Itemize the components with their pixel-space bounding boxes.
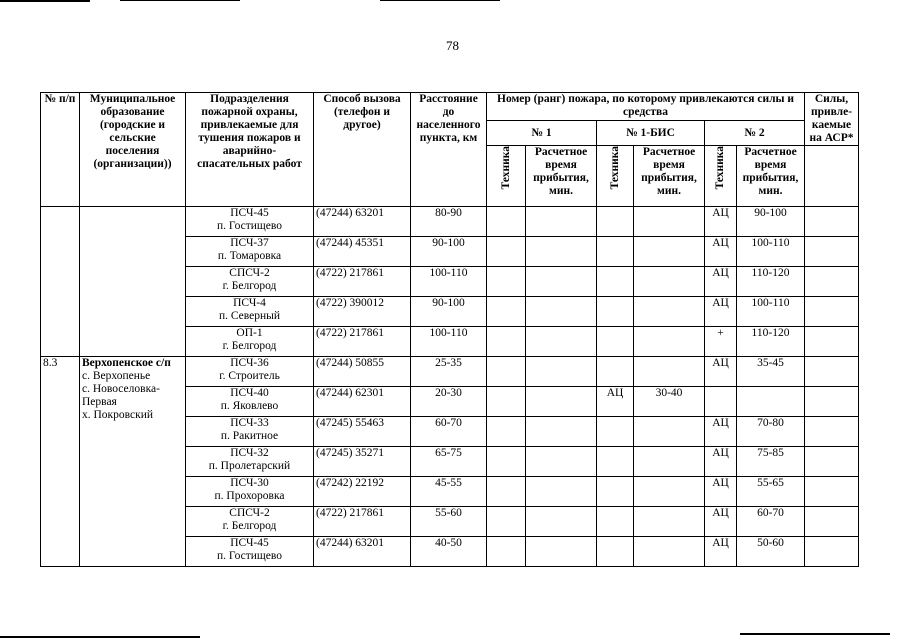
time-1-cell [526,417,597,447]
tech-1-cell [487,417,526,447]
time-1-cell [526,447,597,477]
header-rank-2: № 2 [705,121,805,146]
phone-cell: (47245) 35271 [314,447,411,477]
unit-cell [186,477,314,507]
unit-place: п. Гостищево [217,550,282,562]
asr-cell [805,297,859,327]
time-1-cell [526,207,597,237]
scan-line [380,0,500,1]
tech-2-cell [705,387,737,417]
time-1-cell [526,267,597,297]
time-2-cell: 90-100 [737,207,805,237]
distance-cell: 65-75 [411,447,487,477]
time-1bis-cell [634,447,705,477]
asr-cell [805,327,859,357]
unit-cell [186,507,314,537]
unit-cell [186,207,314,237]
time-2-cell [737,387,805,417]
distance-cell: 100-110 [411,327,487,357]
asr-cell [805,267,859,297]
distance-cell: 40-50 [411,537,487,567]
tech-1-cell [487,237,526,267]
time-2-cell: 50-60 [737,537,805,567]
header-tech-1 [487,146,526,207]
unit-name: ПСЧ-40 [230,387,269,399]
tech-2-cell: АЦ [705,417,737,447]
tech-1bis-cell [597,267,634,297]
tech-1bis-cell [597,237,634,267]
time-1bis-cell [634,297,705,327]
phone-cell: (4722) 390012 [314,297,411,327]
unit-name: ПСЧ-37 [230,237,269,249]
unit-name: ПСЧ-4 [233,297,266,309]
tech-1-cell [487,207,526,237]
unit-name: ПСЧ-45 [230,207,269,219]
tech-2-cell: АЦ [705,477,737,507]
distance-cell: 100-110 [411,267,487,297]
unit-place: п. Ракитное [220,430,279,442]
header-tech-label: Техника [608,146,621,190]
tech-1bis-cell [597,327,634,357]
time-1bis-cell [634,417,705,447]
time-1bis-cell: 30-40 [634,387,705,417]
tech-2-cell: АЦ [705,447,737,477]
time-1bis-cell [634,237,705,267]
phone-cell: (47245) 55463 [314,417,411,447]
tech-1bis-cell [597,447,634,477]
tech-2-cell: АЦ [705,357,737,387]
time-1bis-cell [634,537,705,567]
unit-cell [186,417,314,447]
header-tech-2 [705,146,737,207]
unit-cell [186,447,314,477]
unit-place: г. Белгород [222,520,277,532]
unit-cell [186,267,314,297]
tech-1-cell [487,357,526,387]
phone-cell: (47244) 50855 [314,357,411,387]
time-2-cell: 35-45 [737,357,805,387]
scan-line [740,633,890,635]
distance-cell: 20-30 [411,387,487,417]
tech-1-cell [487,507,526,537]
unit-name: ПСЧ-36 [230,357,269,369]
scan-line [0,636,200,638]
tech-1bis-cell: АЦ [597,387,634,417]
header-call-method: Способ вызова (телефон и другое) [314,93,411,207]
time-1-cell [526,537,597,567]
asr-cell [805,537,859,567]
unit-name: СПСЧ-2 [229,507,270,519]
distance-cell: 55-60 [411,507,487,537]
tech-2-cell: АЦ [705,537,737,567]
header-time-2: Расчетное время прибытия, мин. [737,146,805,207]
time-2-cell: 110-120 [737,327,805,357]
asr-cell [805,507,859,537]
unit-cell [186,297,314,327]
tech-1-cell [487,297,526,327]
phone-cell: (47244) 63201 [314,537,411,567]
asr-cell [805,357,859,387]
time-1bis-cell [634,507,705,537]
time-1-cell [526,297,597,327]
time-1-cell [526,237,597,267]
unit-name: ПСЧ-45 [230,537,269,549]
unit-cell [186,237,314,267]
tech-1bis-cell [597,507,634,537]
tech-1bis-cell [597,477,634,507]
tech-2-cell: + [705,327,737,357]
tech-1-cell [487,447,526,477]
unit-place: п. Северный [218,310,281,322]
unit-place: п. Пролетарский [208,460,291,472]
header-tech-1bis [597,146,634,207]
time-1bis-cell [634,267,705,297]
tech-1bis-cell [597,207,634,237]
time-1-cell [526,327,597,357]
time-1bis-cell [634,357,705,387]
header-num: № п/п [41,93,80,207]
time-1-cell [526,387,597,417]
time-1-cell [526,357,597,387]
tech-2-cell: АЦ [705,507,737,537]
header-rank-1: № 1 [487,121,597,146]
unit-name: ПСЧ-30 [230,477,269,489]
time-2-cell: 110-120 [737,267,805,297]
section-municipality-cell [80,357,186,567]
distance-cell: 25-35 [411,357,487,387]
unit-cell [186,327,314,357]
asr-cell [805,417,859,447]
scan-line [120,0,240,1]
header-distance: Расстояние до населенного пункта, км [411,93,487,207]
unit-place: п. Прохоровка [214,490,285,502]
phone-cell: (4722) 217861 [314,327,411,357]
scan-line [0,0,90,2]
phone-cell: (47242) 22192 [314,477,411,507]
tech-2-cell: АЦ [705,237,737,267]
time-1-cell [526,477,597,507]
header-time-1bis: Расчетное время прибытия, мин. [634,146,705,207]
header-units: Подразделения пожарной охраны, привлекаемые для тушения пожаров и аварийно-спасательных работ [186,93,314,207]
unit-name: СПСЧ-2 [229,267,270,279]
tech-1bis-cell [597,357,634,387]
settlement-item: х. Покровский [82,409,154,421]
settlement-item: с. Верхопенье [82,370,151,382]
page-number: 78 [446,38,459,53]
unit-place: г. Белгород [222,280,277,292]
phone-cell: (47244) 45351 [314,237,411,267]
header-asr: Силы, привле-каемые на АСР* [805,93,859,146]
distance-cell: 45-55 [411,477,487,507]
fire-resources-table [40,92,859,567]
header-rank-1bis: № 1-БИС [597,121,705,146]
num-cell [41,207,80,357]
tech-1bis-cell [597,537,634,567]
phone-cell: (4722) 217861 [314,267,411,297]
section-title: Верхопенское с/п [82,357,171,369]
asr-cell [805,447,859,477]
unit-cell [186,387,314,417]
header-asr-empty [805,146,859,207]
phone-cell: (47244) 63201 [314,207,411,237]
distance-cell: 90-100 [411,297,487,327]
time-2-cell: 60-70 [737,507,805,537]
tech-1-cell [487,267,526,297]
table-row [41,207,859,237]
unit-place: г. Строитель [219,370,280,382]
tech-1-cell [487,387,526,417]
tech-1-cell [487,327,526,357]
tech-1bis-cell [597,297,634,327]
tech-2-cell: АЦ [705,297,737,327]
phone-cell: (47244) 62301 [314,387,411,417]
unit-cell [186,537,314,567]
time-2-cell: 75-85 [737,447,805,477]
municipality-cell [80,207,186,357]
unit-name: ПСЧ-33 [230,417,269,429]
unit-place: г. Белгород [222,340,277,352]
header-time-1: Расчетное время прибытия, мин. [526,146,597,207]
unit-place: п. Томаровка [217,250,282,262]
asr-cell [805,387,859,417]
tech-1-cell [487,537,526,567]
section-num-cell: 8.3 [41,357,80,567]
time-2-cell: 55-65 [737,477,805,507]
header-fire-rank: Номер (ранг) пожара, по которому привлекаются силы и средства [487,93,805,121]
time-1bis-cell [634,207,705,237]
tech-1bis-cell [597,417,634,447]
distance-cell: 80-90 [411,207,487,237]
tech-1-cell [487,477,526,507]
table-row [41,357,859,387]
asr-cell [805,477,859,507]
unit-place: п. Гостищево [217,220,282,232]
time-1bis-cell [634,327,705,357]
header-municipality: Муниципальное образование (городские и сельские поселения (организации)) [80,93,186,207]
asr-cell [805,237,859,267]
time-2-cell: 70-80 [737,417,805,447]
distance-cell: 90-100 [411,237,487,267]
unit-name: ОП-1 [236,327,263,339]
time-1-cell [526,507,597,537]
unit-place: п. Яковлево [220,400,279,412]
asr-cell [805,207,859,237]
phone-cell: (4722) 217861 [314,507,411,537]
time-2-cell: 100-110 [737,297,805,327]
unit-name: ПСЧ-32 [230,447,269,459]
tech-2-cell: АЦ [705,207,737,237]
time-2-cell: 100-110 [737,237,805,267]
header-tech-label: Техника [499,146,512,190]
time-1bis-cell [634,477,705,507]
tech-2-cell: АЦ [705,267,737,297]
header-tech-label: Техника [714,146,726,190]
unit-cell [186,357,314,387]
distance-cell: 60-70 [411,417,487,447]
settlement-item: с. Новоселовка-Первая [82,383,160,408]
